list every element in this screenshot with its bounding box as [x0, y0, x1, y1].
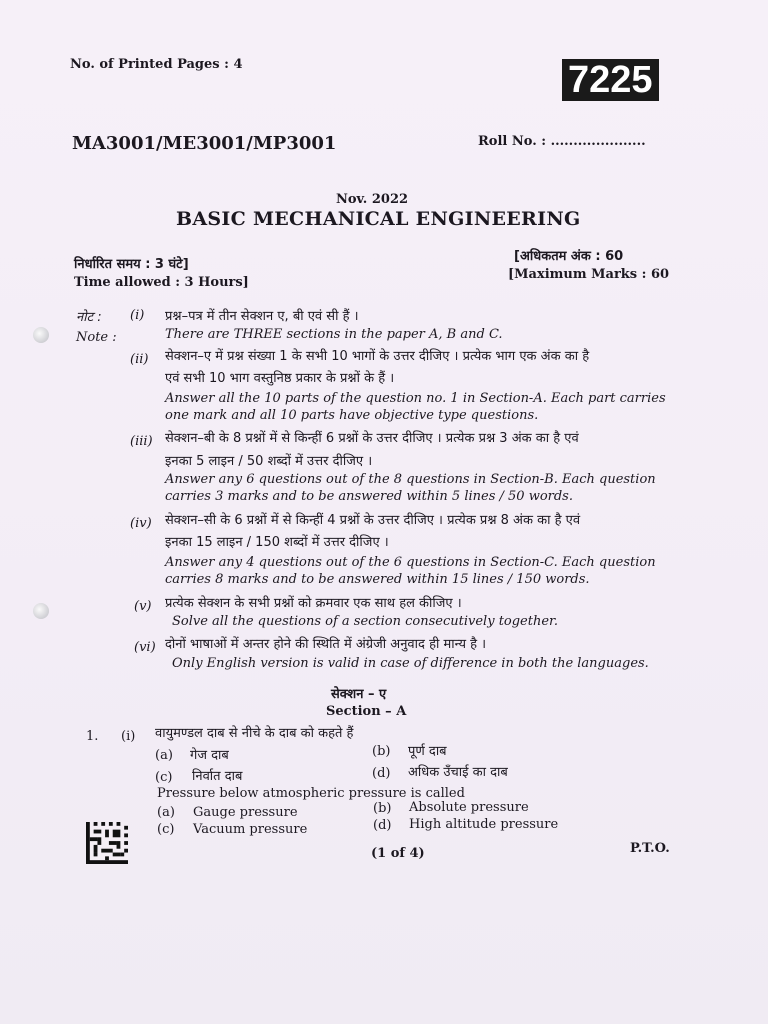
question-part: (i) [121, 729, 136, 744]
option-b: Absolute pressure [409, 800, 529, 815]
option-c: Vacuum pressure [193, 822, 308, 837]
option-d-hindi: अधिक उँचाई का दाब [408, 765, 508, 780]
max-marks: [Maximum Marks : 60 [508, 267, 670, 282]
note-label-hindi: नोट : [76, 310, 102, 325]
option-b-hindi: पूर्ण दाब [408, 744, 447, 759]
section-title-hindi: सेक्शन – ए [331, 687, 387, 702]
time-allowed-hindi: निर्धारित समय : 3 घंटे] [74, 257, 189, 272]
pto-label: P.T.O. [630, 841, 670, 856]
printed-pages: No. of Printed Pages : 4 [70, 57, 243, 72]
course-codes: MA3001/ME3001/MP3001 [72, 133, 337, 154]
question-text-hindi: वायुमण्डल दाब से नीचे के दाब को कहते हैं [155, 726, 354, 741]
section-title: Section – A [326, 704, 407, 719]
option-a: Gauge pressure [193, 805, 298, 820]
time-allowed: Time allowed : 3 Hours] [74, 275, 249, 290]
page-number: (1 of 4) [371, 846, 425, 861]
exam-session: Nov. 2022 [336, 192, 409, 207]
paper-code: 7225 [562, 59, 659, 101]
punch-hole [33, 327, 49, 343]
note-label: Note : [76, 330, 117, 345]
exam-page: No. of Printed Pages : 4 7225 MA3001/ME3001/MP3001 Roll No. : ..................... Nov. 2022 BASIC MECHANICAL ENGINEERING निर्धारित समय : 3 घंटे] Time allowed : 3 Hours] [अधिकतम अंक : 60 [Maximum Marks : 60 नोट : Note : (i) प्रश्न–पत्र में तीन सेक्शन ए, बी एवं सी हैं । There are THREE sections in the paper A, B and C. (ii) सेक्शन–ए में प्रश्न संख्या 1 के सभी 10 भागों के उत्तर दीजिए । प्रत्येक भाग एक अंक का है एवं सभी 10 भाग वस्तुनिष्ठ प्रकार के प्रश्नों के हैं । Answer all the 10 parts of the question no. 1 in Section-A. Each part carries one mark and all 10 parts have objective type questions. (iii) सेक्शन–बी के 8 प्रश्नों में से किन्हीं 6 प्रश्नों के उत्तर दीजिए । प्रत्येक प्रश्न 3 अंक का है एवं इनका 5 लाइन / 50 शब्दों में उत्तर दीजिए । Answer any 6 questions out of the 8 questions in Section-B. Each question carries 3 marks and to be answered within 5 lines / 50 words. (iv) सेक्शन–सी के 6 प्रश्नों में से किन्हीं 4 प्रश्नों के उत्तर दीजिए । प्रत्येक प्रश्न 8 अंक का है एवं इनका 15 लाइन / 150 शब्दों में उत्तर दीजिए । Answer any 4 questions out of the 6 questions in Section-C. Each question carries 8 marks and to be answered within 15 lines / 150 words. (v) प्रत्येक सेक्शन के सभी प्रश्नों को क्रमवार एक साथ हल कीजिए । Solve all the questions of a section consecutively together. (vi) दोनों भाषाओं में अन्तर होने की स्थिति में अंग्रेजी अनुवाद ही मान्य है । Only English version is valid in case of difference in both the languages. सेक्शन – ए Section – A 1. (i) वायुमण्डल दाब से नीचे के दाब को कहते हैं (a) गेज दाब (b) पूर्ण दाब (c) निर्वात दाब (d) अधिक उँचाई का दाब Pressure below atmospheric pressure is called (a) Gauge pressure (b) Absolute pressure (c) Vacuum pressure (d) High altitude pressure (1 of 4) P.T.O. [0, 0, 768, 1024]
max-marks-hindi: [अधिकतम अंक : 60 [514, 249, 624, 264]
option-c-hindi: निर्वात दाब [192, 769, 243, 784]
punch-hole [33, 603, 49, 619]
exam-title: BASIC MECHANICAL ENGINEERING [176, 208, 581, 230]
option-a-hindi: गेज दाब [190, 748, 229, 763]
datamatrix-code [85, 822, 129, 864]
option-d: High altitude pressure [409, 817, 559, 832]
roll-no: Roll No. : ..................... [478, 134, 646, 149]
question-text: Pressure below atmospheric pressure is called [157, 786, 465, 801]
question-number: 1. [86, 729, 99, 744]
